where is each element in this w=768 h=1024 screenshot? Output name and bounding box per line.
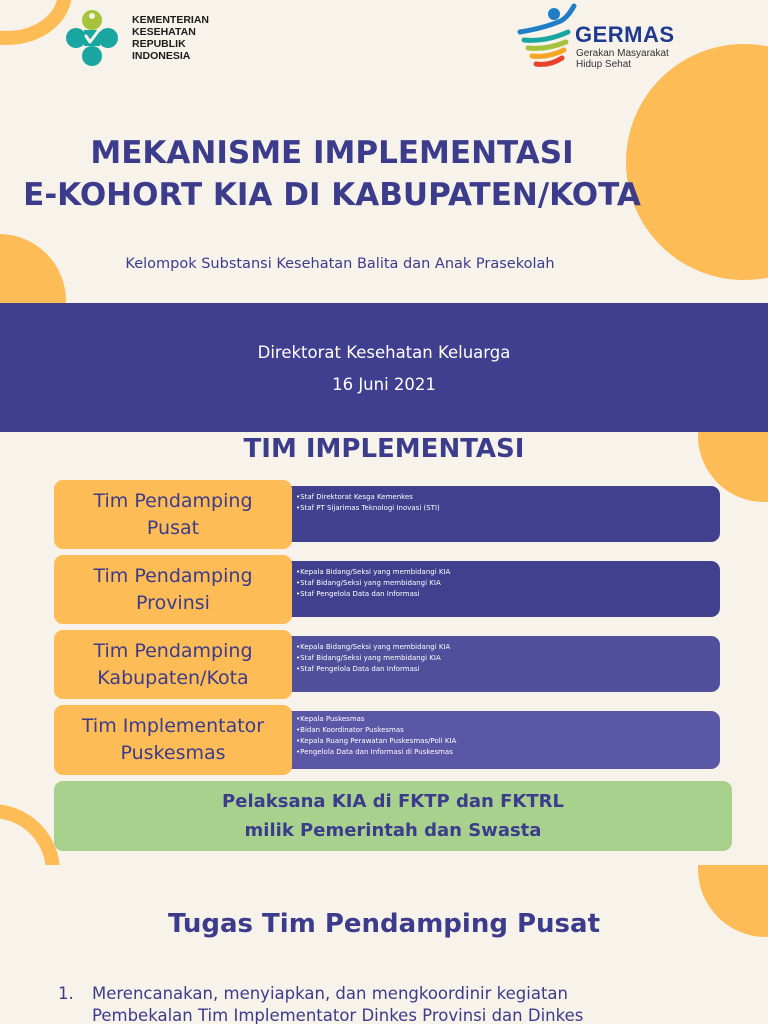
tier-label-line: Tim Pendamping — [93, 489, 253, 512]
team-title: TIM IMPLEMENTASI — [243, 434, 525, 464]
tier-item: • Staf PT Sijarimas Teknologi Inovasi (STI) — [296, 503, 720, 514]
tier-label-line: Tim Pendamping — [93, 639, 253, 662]
kemenkes-logo-text — [132, 14, 209, 62]
germas-logo-icon — [516, 2, 578, 74]
kemenkes-line-3: REPUBLIK — [132, 38, 186, 50]
tier-item: • Staf Bidang/Seksi yang membidangi KIA — [296, 578, 720, 589]
tier-item: • Staf Pengelola Data dan Informasi — [296, 589, 720, 600]
decor-ring-bottom-left — [0, 804, 60, 865]
tier-body-pusat — [262, 486, 720, 542]
tier-item: • Staf Bidang/Seksi yang membidangi KIA — [296, 653, 720, 664]
title-line-2: E-KOHORT KIA DI KABUPATEN/KOTA — [23, 177, 641, 213]
title-line-1: MEKANISME IMPLEMENTASI — [90, 135, 574, 171]
list-item-number: 1. — [58, 984, 74, 1003]
tier-item: • Kepala Bidang/Seksi yang membidangi KIA — [296, 642, 720, 653]
band-date: 16 Juni 2021 — [332, 375, 436, 394]
germas-logo-name: GERMAS — [575, 22, 675, 47]
tier-item: • Staf Direktorat Kesga Kemenkes — [296, 492, 720, 503]
tasks-list — [58, 983, 758, 1024]
list-item-line: Pembekalan Tim Implementator Dinkes Provinsi dan Dinkes — [92, 1006, 584, 1024]
tier-label-kabupaten — [54, 630, 292, 699]
germas-tagline-1: Gerakan Masyarakat — [576, 48, 669, 59]
tier-body-provinsi — [262, 561, 720, 617]
list-item-line: Merencanakan, menyiapkan, dan mengkoordinir kegiatan — [92, 984, 568, 1003]
slide-title — [0, 0, 768, 432]
germas-logo-tagline — [576, 48, 669, 70]
kemenkes-logo-icon — [62, 6, 122, 68]
footer-line-2: milik Pemerintah dan Swasta — [244, 820, 542, 841]
team-footer-box — [54, 781, 732, 851]
tier-label-line: Pusat — [146, 516, 200, 539]
tasks-title: Tugas Tim Pendamping Pusat — [167, 909, 601, 939]
tier-body-puskesmas — [262, 711, 720, 769]
tier-item: • Pengelola Data dan Informasi di Puskesmas — [296, 747, 720, 758]
tier-item: • Kepala Ruang Perawatan Puskesmas/Poli KIA — [296, 736, 720, 747]
info-band — [0, 303, 768, 432]
tier-label-line: Tim Implementator — [81, 715, 265, 737]
tier-label-line: Kabupaten/Kota — [97, 666, 249, 689]
band-directorate: Direktorat Kesehatan Keluarga — [257, 343, 511, 362]
kemenkes-line-4: INDONESIA — [132, 50, 191, 62]
slide-tasks — [0, 865, 768, 1024]
tier-label-puskesmas — [54, 705, 292, 775]
list-item — [58, 983, 758, 1024]
tier-label-line: Puskesmas — [120, 742, 226, 764]
footer-line-1: Pelaksana KIA di FKTP dan FKTRL — [222, 791, 564, 812]
tier-label-pusat — [54, 480, 292, 549]
tier-item: • Kepala Puskesmas — [296, 714, 720, 725]
tier-item: • Kepala Bidang/Seksi yang membidangi KIA — [296, 567, 720, 578]
tier-item: • Bidan Koordinator Puskesmas — [296, 725, 720, 736]
slide-team — [0, 432, 768, 865]
tier-item: • Staf Pengelola Data dan Informasi — [296, 664, 720, 675]
kemenkes-line-1: KEMENTERIAN — [132, 14, 210, 26]
slide-subtitle: Kelompok Substansi Kesehatan Balita dan Anak Prasekolah — [125, 256, 555, 272]
slide-title-heading — [0, 132, 664, 216]
tier-body-kabupaten — [262, 636, 720, 692]
germas-tagline-2: Hidup Sehat — [576, 59, 632, 70]
tier-label-line: Tim Pendamping — [93, 564, 253, 587]
list-item-text — [92, 983, 583, 1024]
kemenkes-line-2: KESEHATAN — [132, 26, 196, 38]
tier-label-provinsi — [54, 555, 292, 624]
tier-label-line: Provinsi — [136, 591, 210, 614]
